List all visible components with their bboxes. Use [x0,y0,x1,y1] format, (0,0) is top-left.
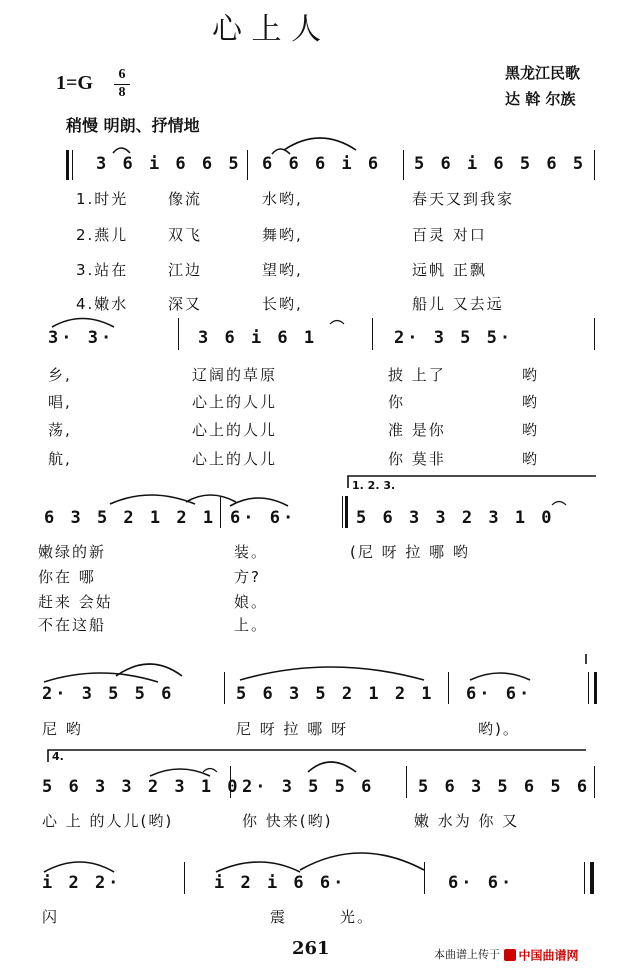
verse-3-lyric: 远帆 正飘 [412,261,487,279]
s1-measure-1: 3 6 i 6 6 5 [96,154,242,174]
s2-measure-1: 3· 3· [48,328,115,348]
verse-1-lyric-2: 辽阔的草原 [192,366,278,384]
tempo-marking: 稍慢 明朗、抒情地 [66,116,200,135]
slur [240,667,424,680]
verse-4-lyric-3: 不在这船 [38,616,107,634]
fermata-arc [203,769,217,773]
verse-3-lyric-2: 准 是你 [388,421,446,439]
volta-4: 4. [52,750,64,763]
verse-3-lyric: 望哟, [262,261,303,279]
verse-2-lyric-2: 哟 [522,393,540,411]
slur [470,673,530,680]
verse-3-lyric-3: 娘。 [234,593,269,611]
slur [44,862,114,872]
verse-3-lyric: 江边 [168,261,203,279]
s6-measure-3: 6· 6· [448,873,515,893]
key-signature: 1=G [56,72,93,94]
verse-1-lyric-2: 哟 [522,366,540,384]
verse-2-lyric: 舞哟, [262,226,303,244]
s5-measure-1: 5 6 3 3 2 3 1 0 [42,777,241,797]
slur [52,319,114,328]
verse-4-lyric-2: 你 莫非 [388,450,446,468]
verse-2-lyric-3: 你在 哪 [38,568,96,586]
s6-measure-1: i 2 2· [42,873,122,893]
s2-measure-2: 3 6 i 6 1 [198,328,318,348]
time-signature-numerator: 6 [118,67,126,82]
site-logo-icon [504,949,516,961]
s4-measure-3: 6· 6· [466,684,533,704]
s1-measure-3: 5 6 i 6 5 6 5 [414,154,587,174]
footer-caption: 本曲谱上传于 [434,948,500,961]
volta-1-2-3: 1. 2. 3. [352,479,396,492]
s4-lyric: 哟)。 [478,720,520,738]
slur [44,673,158,682]
page-number: 261 [292,938,330,959]
verse-1-lyric: 像流 [168,190,203,208]
s4-measure-1: 2· 3 5 5 6 [42,684,175,704]
s4-lyric: 尼 呀 拉 哪 呀 [236,720,349,738]
verse-2-lyric-2: 你 [388,393,406,411]
song-source: 黑龙江民歌 [505,64,581,82]
s6-lyric: 闪 [42,908,60,926]
s3-measure-3: 5 6 3 3 2 3 1 0 [356,508,555,528]
volta-bracket-1 [348,476,596,488]
s6-lyric: 震 [270,908,288,926]
time-signature-denominator: 8 [118,85,126,100]
slur [300,853,424,870]
verse-2-lyric-2: 心上的人儿 [192,393,278,411]
verse-3-lyric-2: 心上的人儿 [192,421,278,439]
slur [216,862,300,872]
verse-2-lyric: 双飞 [168,226,203,244]
verse-4-lyric: 船儿 又去远 [412,295,504,313]
s6-lyric: 光。 [340,908,375,926]
verse-2-lyric: 百灵 对口 [412,226,487,244]
s5-lyric: 你 快来(哟) [242,812,333,830]
s3-measure-2: 6· 6· [230,508,297,528]
s5-measure-3: 5 6 3 5 6 5 6 [418,777,591,797]
s4-lyric: 尼 哟 [42,720,83,738]
verse-3-lyric: 3.站在 [76,261,129,279]
verse-1-lyric: 1.时光 [76,190,129,208]
verse-4-lyric-2: 心上的人儿 [192,450,278,468]
slur [150,769,210,776]
slur [308,762,356,772]
fermata-arc [330,321,344,325]
verse-3-lyric-2: 荡, [48,421,72,439]
slur [230,498,288,506]
verse-4-lyric: 4.嫩水 [76,295,129,313]
slur [186,495,236,502]
footer-text [434,946,579,964]
verse-2-lyric: 2.燕儿 [76,226,129,244]
verse-1-lyric-2: 披 上了 [388,366,446,384]
verse-2-lyric-2: 唱, [48,393,72,411]
song-ethnicity: 达 斡 尔族 [505,90,576,108]
verse-1-lyric-3: 嫩绿的新 [38,543,107,561]
slur [110,495,195,504]
verse-1-lyric: 水哟, [262,190,303,208]
verse-3-lyric-3: 赶来 会姑 [38,593,113,611]
verse-3-lyric-2: 哟 [522,421,540,439]
song-title: 心 上 人 [212,12,322,47]
site-logo: 中国曲谱网 [518,948,579,963]
verse-4-lyric-2: 哟 [522,450,540,468]
verse-4-lyric-3: 上。 [234,616,269,634]
verse-2-lyric-3: 方? [234,568,261,586]
s3-measure-1: 6 3 5 2 1 2 1 [44,508,217,528]
verse-1-lyric-3: (尼 呀 拉 哪 哟 [350,543,470,561]
s1-measure-2: 6 6 6 i 6 [262,154,382,174]
s2-measure-3: 2· 3 5 5· [394,328,514,348]
verse-1-lyric-3: 装。 [234,543,269,561]
verse-4-lyric: 长哟, [262,295,303,313]
volta-bracket-2 [48,750,586,762]
s4-measure-2: 5 6 3 5 2 1 2 1 [236,684,435,704]
fermata-arc [552,502,566,506]
verse-1-lyric-2: 乡, [48,366,72,384]
slur [113,148,130,153]
verse-4-lyric: 深又 [168,295,203,313]
s5-lyric: 心 上 的人儿(哟) [42,812,174,830]
s5-lyric: 嫩 水为 你 又 [414,812,520,830]
slur [284,138,356,150]
verse-4-lyric-2: 航, [48,450,72,468]
slur [272,149,290,154]
s5-measure-2: 2· 3 5 5 6 [242,777,375,797]
s6-measure-2: i 2 i 6 6· [214,873,347,893]
verse-1-lyric: 春天又到我家 [412,190,515,208]
